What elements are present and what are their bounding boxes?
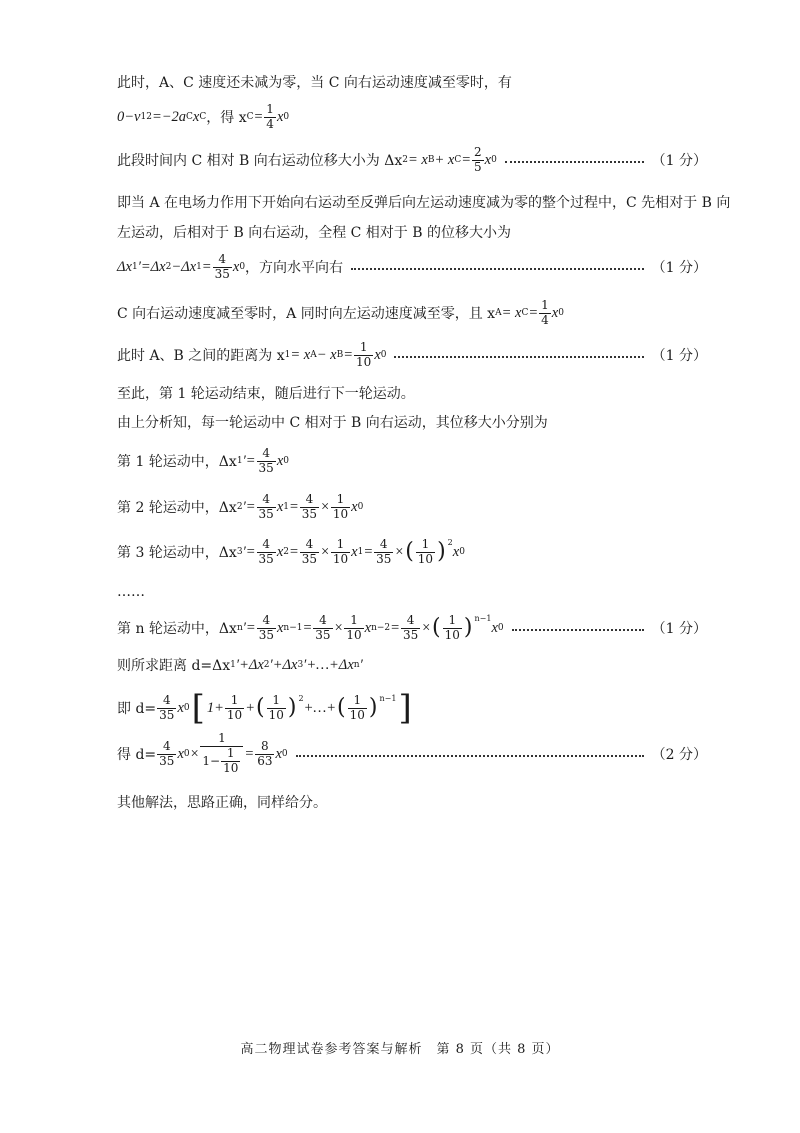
var-x: x bbox=[177, 745, 184, 762]
right-paren: ) bbox=[368, 695, 378, 720]
exponent: 2 bbox=[298, 693, 304, 703]
left-paren: ( bbox=[337, 695, 346, 720]
solution-line-1 bbox=[117, 67, 707, 97]
formula-part: × bbox=[189, 745, 200, 762]
round-n-line: 第 n 轮运动中，Δx n ′= $\frac{4}{35}$ x n−1 = $\frac{4}{35}$ × $\frac{1}{10}$ x n−2 = $\frac{4}{35}$ × ( $\frac{1}{10}$ ) n−1 x 0 （1 分） bbox=[117, 612, 707, 642]
fraction-4-35: $\frac{4}{35}$ bbox=[315, 612, 331, 642]
fraction-1-10: $\frac{1}{10}$ bbox=[226, 692, 243, 722]
fraction-4-35: $\frac{4}{35}$ bbox=[159, 738, 175, 768]
formula-part: − x bbox=[316, 346, 337, 363]
var-x: x bbox=[192, 108, 200, 125]
fraction-1-4: $\frac{1}{4}$ bbox=[266, 101, 274, 131]
formula-part: −Δx bbox=[171, 258, 197, 275]
round-2-line: 第 2 轮运动中，Δx 2 ′= $\frac{4}{35}$ x 1 = $\frac{4}{35}$ × $\frac{1}{10}$ x 0 bbox=[117, 491, 364, 521]
formula-part: + bbox=[245, 699, 255, 716]
fraction-1-10: $\frac{1}{10}$ bbox=[444, 612, 460, 642]
closing-note-line bbox=[117, 787, 707, 817]
solution-line-2: 0−v 1 2 =−2a C x C ，得 x C = $\frac{1}{4}$ x 0 bbox=[117, 101, 290, 131]
var-x: x bbox=[351, 543, 358, 560]
formula-part: = bbox=[528, 304, 539, 321]
formula-part: = bbox=[288, 543, 299, 560]
fraction-4-35: $\frac{4}{35}$ bbox=[258, 612, 274, 642]
formula-part: = bbox=[302, 619, 313, 636]
var-x: x bbox=[276, 619, 284, 636]
right-paren: ) bbox=[287, 695, 297, 720]
solution-line-8: 此时 A、B 之间的距离为 x 1 = x A − x B = $\frac{1}{10}$ x 0 （1 分） bbox=[117, 339, 707, 369]
line-text: 即当 A 在电场力作用下开始向右运动至反弹后向左运动速度减为零的整个过程中，C 先相对于 B 向 bbox=[117, 195, 731, 211]
line-text: 则所求距离 d=Δx bbox=[117, 658, 231, 674]
line-text: 即 d= bbox=[117, 701, 157, 717]
var-x: x bbox=[275, 745, 282, 762]
compound-denominator: 1− $\frac{1}{10}$ bbox=[200, 746, 243, 776]
round-1-line: 第 1 轮运动中，Δx 1 ′= $\frac{4}{35}$ x 0 bbox=[117, 445, 289, 475]
formula-part: = bbox=[390, 619, 400, 636]
exponent: n−1 bbox=[379, 693, 397, 703]
formula-part: × bbox=[320, 498, 330, 515]
solution-line-9 bbox=[117, 378, 707, 408]
dotted-leader bbox=[394, 356, 643, 358]
formula-part: 1 bbox=[206, 699, 215, 716]
formula-part: = bbox=[244, 745, 255, 762]
left-paren: ( bbox=[256, 695, 265, 720]
line-text: 至此，第 1 轮运动结束，随后进行下一轮运动。 bbox=[117, 386, 415, 402]
var-x: x bbox=[364, 619, 372, 636]
line-text: C 向右运动速度减至零时，A 同时向左运动速度减至零，且 x bbox=[117, 306, 496, 322]
final-result-line: 得 d= $\frac{4}{35}$ x 0 × 1 1− $\frac{1}{10}$ = $\frac{8}{63}$ x 0 （2 分） bbox=[117, 731, 707, 775]
fraction-4-35: $\frac{4}{35}$ bbox=[159, 692, 175, 722]
formula-part: ′=Δx bbox=[137, 258, 166, 275]
dotted-leader bbox=[296, 755, 644, 757]
formula-part: + bbox=[214, 699, 224, 716]
formula-part: × bbox=[320, 543, 330, 560]
formula-part: ，得 x bbox=[206, 110, 247, 126]
exponent: 2 bbox=[447, 537, 453, 547]
ellipsis-line bbox=[117, 577, 707, 607]
fraction-1-10: $\frac{1}{10}$ bbox=[332, 491, 349, 521]
score-label: （1 分） bbox=[651, 348, 707, 364]
fraction-4-35: $\frac{4}{35}$ bbox=[258, 536, 274, 566]
formula-part: = bbox=[363, 543, 374, 560]
line-text: 此段时间内 C 相对 B 向右运动位移大小为 Δx bbox=[117, 153, 403, 169]
formula-part: = bbox=[288, 498, 299, 515]
var-x: x bbox=[351, 498, 358, 515]
line-text: 得 d= bbox=[117, 747, 157, 763]
line-text: ，方向水平向右 bbox=[245, 260, 344, 276]
fraction-1-10: $\frac{1}{10}$ bbox=[223, 746, 239, 775]
line-text: 此时，A、C 速度还未减为零，当 C 向右运动速度减至零时，有 bbox=[117, 75, 512, 91]
dotted-leader bbox=[505, 161, 644, 163]
fraction-1-10: $\frac{1}{10}$ bbox=[332, 536, 349, 566]
solution-line-5 bbox=[117, 217, 707, 247]
solution-line-4 bbox=[117, 187, 731, 217]
score-label: （1 分） bbox=[651, 260, 707, 276]
formula-part: ′+Δx bbox=[269, 656, 298, 673]
formula-part: 0−v bbox=[117, 108, 141, 125]
line-text: 第 2 轮运动中，Δx bbox=[117, 500, 237, 516]
formula-part: + x bbox=[434, 151, 455, 168]
line-text: 其他解法，思路正确，同样给分。 bbox=[117, 795, 327, 811]
left-bracket: [ bbox=[191, 688, 205, 728]
fraction-1-10: $\frac{1}{10}$ bbox=[346, 612, 362, 642]
fraction-1-10: $\frac{1}{10}$ bbox=[356, 339, 372, 369]
fraction-1-10: $\frac{1}{10}$ bbox=[349, 692, 365, 722]
formula-part: × bbox=[394, 543, 405, 560]
fraction-4-35: $\frac{4}{35}$ bbox=[301, 536, 318, 566]
dotted-leader bbox=[351, 268, 644, 270]
fraction-4-35: $\frac{4}{35}$ bbox=[214, 251, 230, 281]
formula-part: ′+Δx bbox=[235, 656, 264, 673]
formula-part: Δx bbox=[117, 258, 132, 275]
formula-part: = x bbox=[501, 304, 522, 321]
formula-part: × bbox=[421, 619, 432, 636]
formula-part: ′= bbox=[242, 452, 256, 469]
fraction-1-4: $\frac{1}{4}$ bbox=[541, 297, 549, 327]
solution-line-3: 此段时间内 C 相对 B 向右运动位移大小为 Δx 2 = x B + x C = $\frac{2}{5}$ x 0 （1 分） bbox=[117, 144, 707, 174]
score-label: （1 分） bbox=[651, 153, 707, 169]
fraction-4-35: $\frac{4}{35}$ bbox=[376, 536, 392, 566]
solution-line-6: Δx 1 ′=Δx 2 −Δx 1 = $\frac{4}{35}$ x 0 ，方向水平向右 （1 分） bbox=[117, 251, 707, 281]
sum-definition-line: 则所求距离 d=Δx 1 ′+Δx 2 ′+Δx 3 ′+…+Δx n ′ bbox=[117, 656, 363, 674]
var-x: x bbox=[177, 699, 184, 716]
prime-mark: ′ bbox=[359, 656, 363, 673]
left-paren: ( bbox=[405, 539, 414, 564]
sum-series-line: 即 d= $\frac{4}{35}$ x 0 [ 1 + $\frac{1}{10}$ + ( $\frac{1}{10}$ ) 2 +…+ ( $\frac{1}{10}$ ) n−1 ] bbox=[117, 688, 412, 728]
line-text: …… bbox=[117, 584, 145, 600]
right-bracket: ] bbox=[398, 688, 412, 728]
line-text: 第 3 轮运动中，Δx bbox=[117, 545, 237, 561]
var-x: x bbox=[232, 258, 240, 275]
fraction-2-5: $\frac{2}{5}$ bbox=[474, 144, 482, 174]
score-label: （1 分） bbox=[651, 621, 707, 637]
line-text: 此时 A、B 之间的距离为 x bbox=[117, 348, 285, 364]
fraction-4-35: $\frac{4}{35}$ bbox=[402, 612, 419, 642]
formula-part: = bbox=[461, 151, 472, 168]
score-label: （2 分） bbox=[651, 747, 707, 763]
formula-part: = bbox=[343, 346, 354, 363]
line-text: 左运动，后相对于 B 向右运动，全程 C 相对于 B 的位移大小为 bbox=[117, 225, 511, 241]
var-x: x bbox=[276, 498, 284, 515]
line-text: 第 1 轮运动中，Δx bbox=[117, 454, 237, 470]
formula-part: = x bbox=[290, 346, 311, 363]
var-x: x bbox=[484, 151, 492, 168]
right-paren: ) bbox=[437, 539, 446, 564]
dotted-leader bbox=[512, 629, 644, 631]
var-x: x bbox=[551, 304, 559, 321]
formula-part: ′+…+Δx bbox=[303, 656, 354, 673]
fraction-1-10: $\frac{1}{10}$ bbox=[268, 692, 284, 722]
fraction-1-10: $\frac{1}{10}$ bbox=[417, 536, 434, 566]
formula-part: = x bbox=[408, 151, 428, 168]
var-x: x bbox=[276, 543, 284, 560]
formula-part: ′= bbox=[242, 619, 256, 636]
fraction-4-35: $\frac{4}{35}$ bbox=[258, 445, 274, 475]
formula-part: ′= bbox=[242, 498, 256, 515]
formula-part: = bbox=[201, 258, 212, 275]
exponent: n−1 bbox=[474, 613, 492, 623]
formula-part: = bbox=[253, 108, 264, 125]
formula-part: × bbox=[333, 619, 344, 636]
solution-line-7: C 向右运动速度减至零时，A 同时向左运动速度减至零，且 x A = x C = $\frac{1}{4}$ x 0 bbox=[117, 297, 564, 327]
fraction-4-35: $\frac{4}{35}$ bbox=[258, 491, 274, 521]
line-text: 第 n 轮运动中，Δx bbox=[117, 621, 237, 637]
line-text: 由上分析知，每一轮运动中 C 相对于 B 向右运动，其位移大小分别为 bbox=[117, 415, 548, 431]
page-footer: 高二物理试卷参考答案与解析 第 8 页（共 8 页） bbox=[240, 1042, 560, 1057]
formula-part: =−2a bbox=[151, 108, 187, 125]
formula-part: ′= bbox=[242, 543, 256, 560]
fraction-8-63: $\frac{8}{63}$ bbox=[257, 738, 273, 768]
fraction-4-35: $\frac{4}{35}$ bbox=[301, 491, 318, 521]
left-paren: ( bbox=[432, 615, 441, 640]
round-3-line: 第 3 轮运动中，Δx 3 ′= $\frac{4}{35}$ x 2 = $\frac{4}{35}$ × $\frac{1}{10}$ x 1 = $\frac{4}{35}$ × ( $\frac{1}{10}$ ) 2 x 0 bbox=[117, 536, 465, 566]
var-x: x bbox=[452, 543, 460, 560]
var-x: x bbox=[276, 452, 284, 469]
var-x: x bbox=[491, 619, 498, 636]
formula-part: +…+ bbox=[303, 699, 337, 716]
var-x: x bbox=[374, 346, 381, 363]
var-x: x bbox=[276, 108, 284, 125]
compound-fraction: 1 1− $\frac{1}{10}$ bbox=[200, 732, 243, 775]
solution-line-10 bbox=[117, 407, 707, 437]
right-paren: ) bbox=[463, 615, 473, 640]
